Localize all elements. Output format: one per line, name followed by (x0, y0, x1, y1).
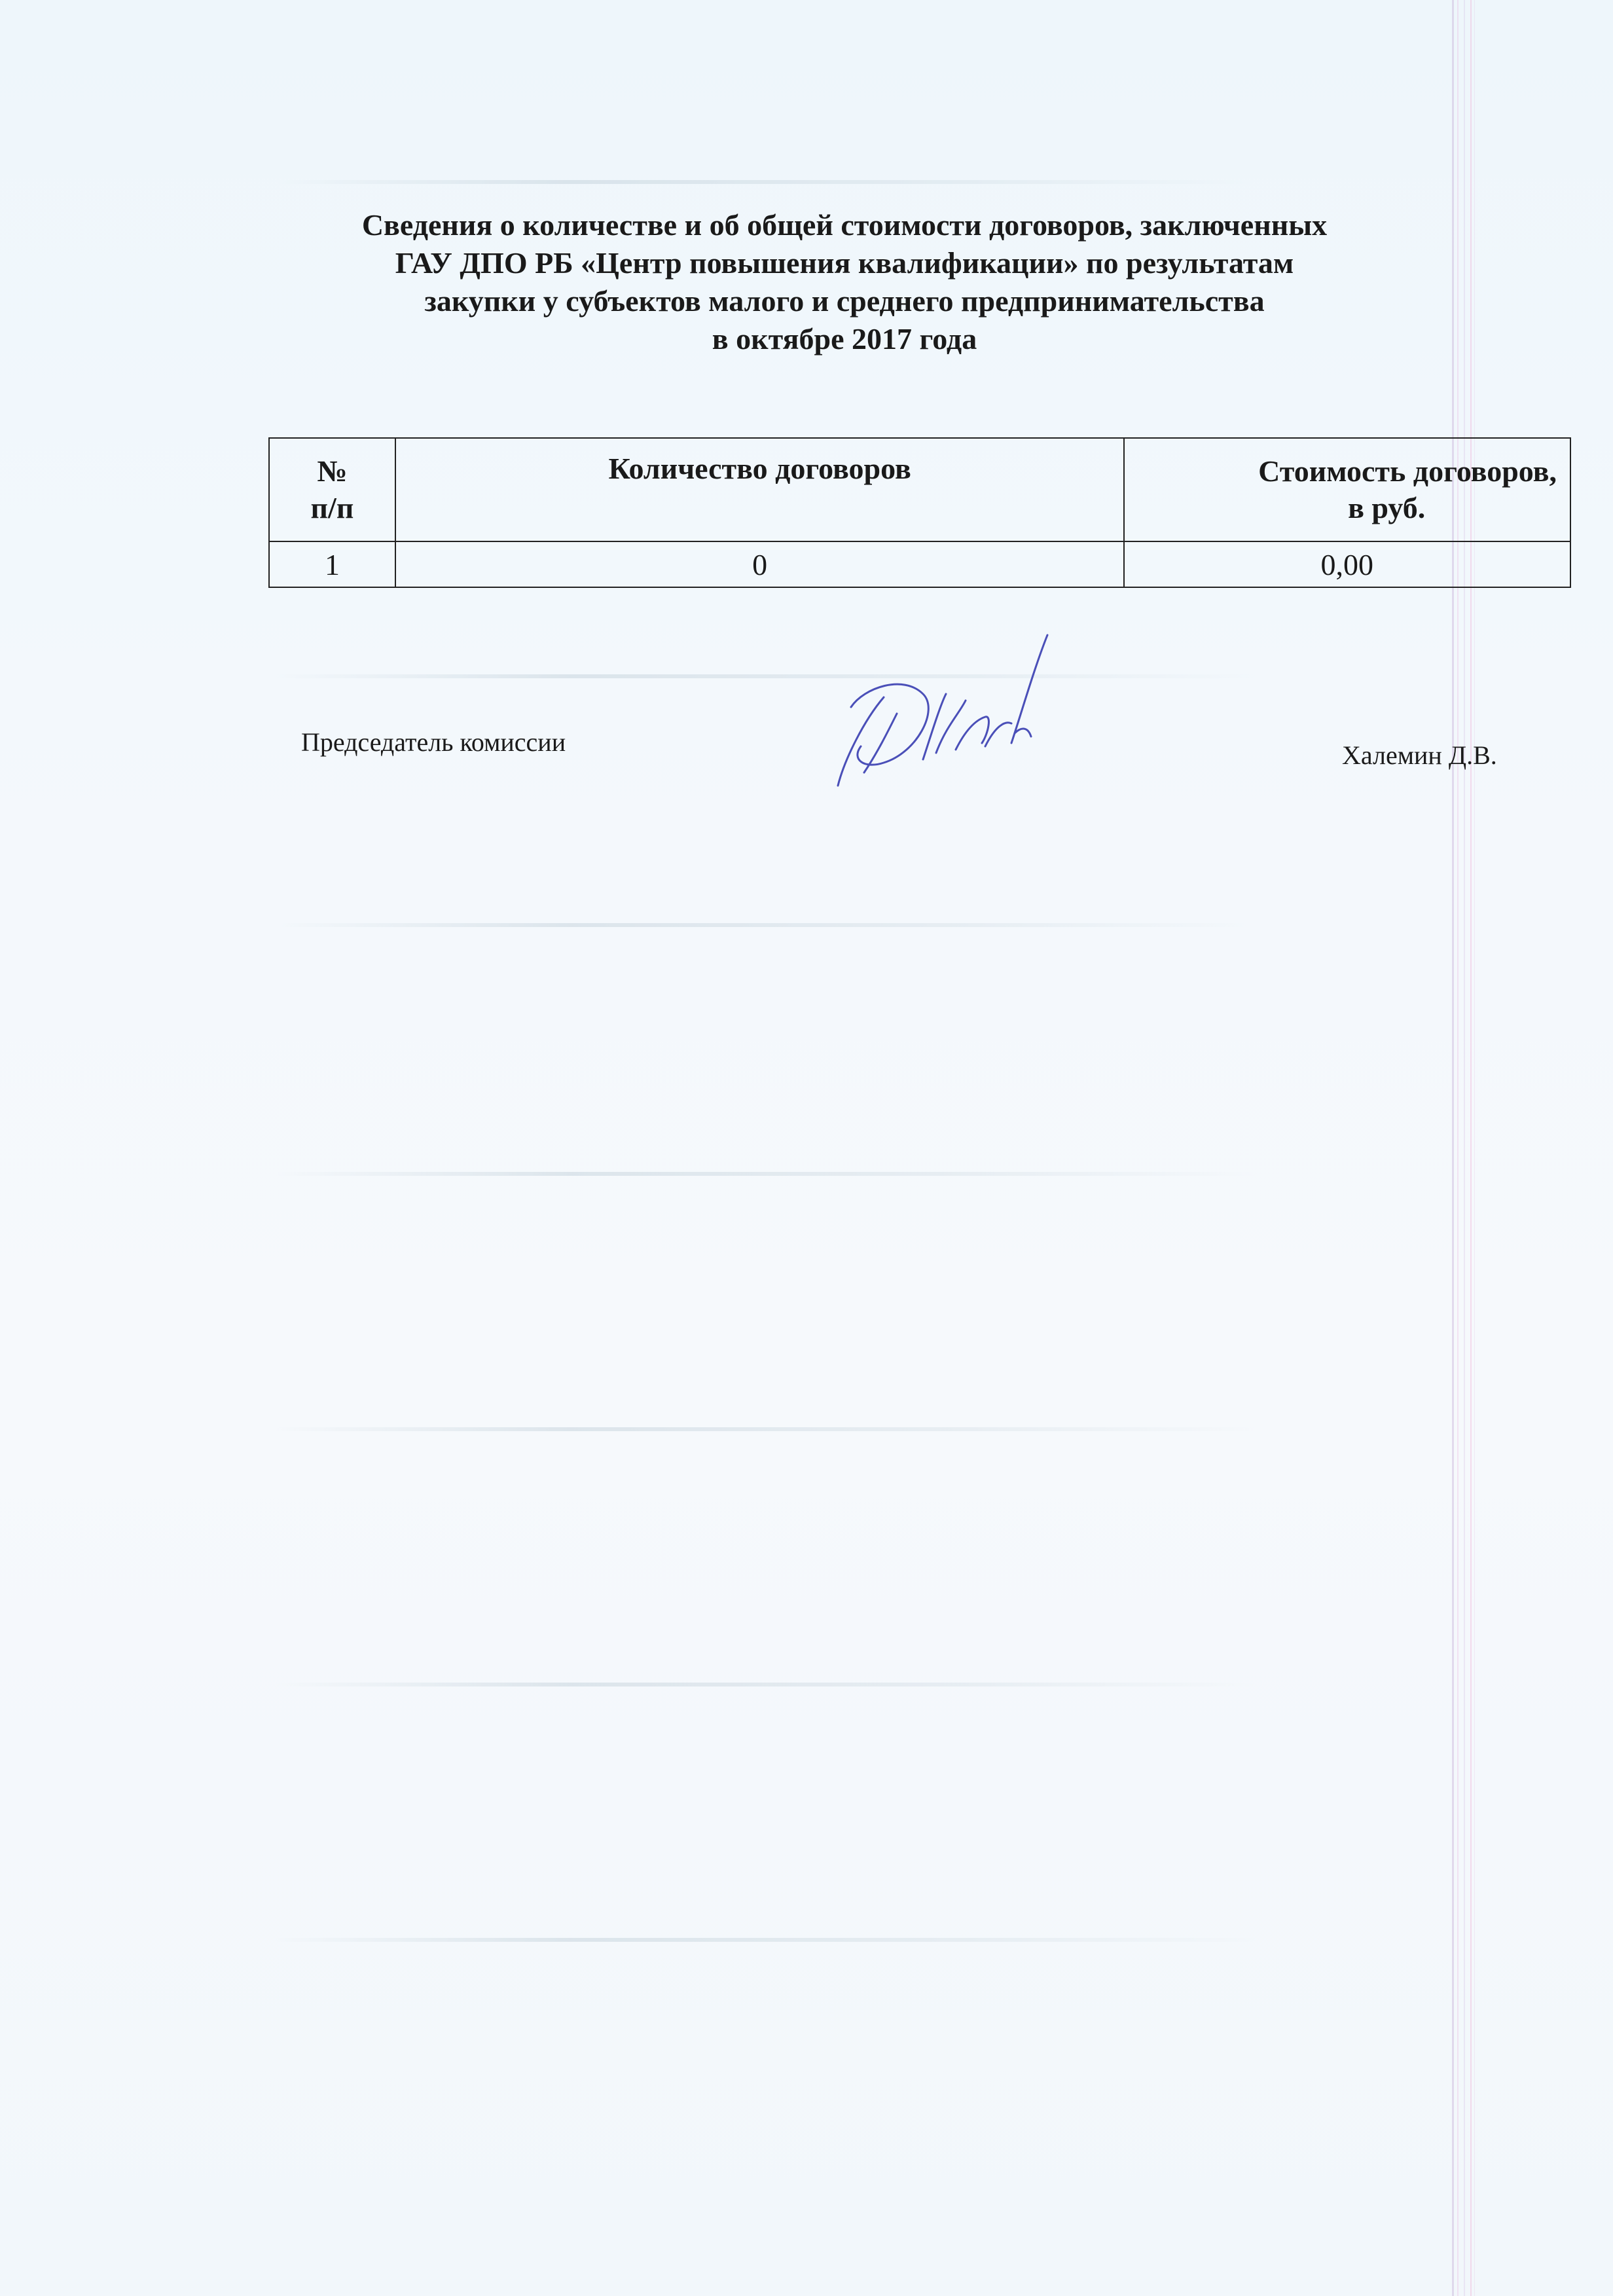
header-count: Количество договоров (395, 438, 1124, 541)
cell-num: 1 (269, 541, 395, 587)
scan-streak (1452, 0, 1454, 2296)
scan-smudge (275, 1172, 1257, 1176)
scan-smudge (275, 1938, 1257, 1942)
handwritten-signature (825, 629, 1074, 799)
title-line-4: в октябре 2017 года (712, 322, 977, 355)
chairman-name: Халемин Д.В. (1342, 740, 1497, 770)
scan-smudge (275, 1427, 1257, 1431)
chairman-position-label: Председатель комиссии (301, 727, 566, 757)
header-cost (1124, 438, 1570, 541)
scan-streak (1464, 0, 1465, 2296)
cell-cost: 0,00 (1124, 541, 1570, 587)
header-cost-line-2: в руб. (1348, 491, 1426, 524)
document-title (249, 206, 1440, 358)
scan-streak (1457, 0, 1459, 2296)
header-num-label: п/п (310, 491, 354, 524)
scan-streak (1474, 0, 1475, 2296)
header-num (269, 438, 395, 541)
title-line-1: Сведения о количестве и об общей стоимости договоров, заключенных (361, 208, 1328, 242)
scan-smudge (275, 674, 1257, 678)
scan-streak (1470, 0, 1472, 2296)
scan-smudge (275, 923, 1257, 927)
title-line-3: закупки у субъектов малого и среднего предпринимательства (424, 284, 1265, 318)
header-cost-line-1: Стоимость договоров, (1258, 454, 1557, 488)
contracts-table (268, 437, 1571, 588)
scan-smudge (275, 1683, 1257, 1686)
table-header-row (269, 438, 1570, 541)
header-num-symbol: № (317, 454, 348, 488)
table-row (269, 541, 1570, 587)
cell-count: 0 (395, 541, 1124, 587)
scan-smudge (275, 180, 1257, 184)
title-line-2: ГАУ ДПО РБ «Центр повышения квалификации» по результатам (395, 246, 1294, 280)
